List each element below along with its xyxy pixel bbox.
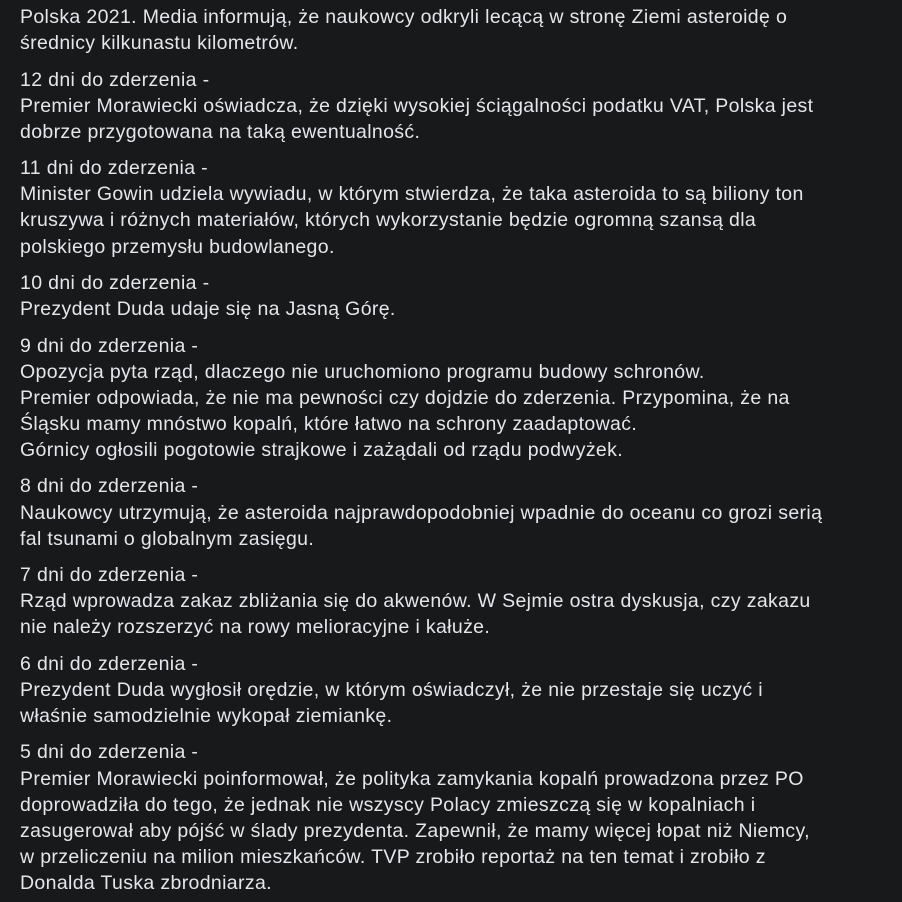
post-paragraph-8-days: 8 dni do zderzenia - Naukowcy utrzymują, że asteroida najprawdopodobniej wpadnie do oceanu co grozi serią fal tsunami o globalnym zasięgu. [20,475,823,550]
post-paragraph-9-days: 9 dni do zderzenia - Opozycja pyta rząd, dlaczego nie uruchomiono programu budowy schronów. Premier odpowiada, że nie ma pewności czy dojdzie do zderzenia. Przypomina, że na Śląsku mamy mnóstwo kopalń, które łatwo na schrony zaadaptować. Górnicy ogłosili pogotowie strajkowe i zażądali od rządu podwyżek. [20,334,790,461]
post-paragraph-intro: Polska 2021. Media informują, że naukowcy odkryli lecącą w stronę Ziemi asteroidę o średnicy kilkunastu kilometrów. [20,6,788,55]
post-paragraph-5-days: 5 dni do zderzenia - Premier Morawiecki poinformował, że polityka zamykania kopalń prowadzona przez PO doprowadziła do tego, że jednak nie wszyscy Polacy zmieszczą się w kopalniach i zasugerował aby pójść w ślady prezydenta. Zapewnił, że mamy więcej łopat niż Niemcy, w przeliczeniu na milion mieszkańców. TVP zrobiło reportaż na ten temat i zrobiło z Donalda Tuska zbrodniarza. [20,741,810,894]
post-paragraph-10-days: 10 dni do zderzenia - Prezydent Duda udaje się na Jasną Górę. [20,272,396,321]
post-paragraph-11-days: 11 dni do zderzenia - Minister Gowin udziela wywiadu, w którym stwierdza, że taka asteroida to są biliony ton kruszywa i różnych materiałów, których wykorzystanie będzie ogromną szansą dla polskiego przemysłu budowlanego. [20,157,804,258]
post-paragraph-12-days: 12 dni do zderzenia - Premier Morawiecki oświadcza, że dzięki wysokiej ściągalności podatku VAT, Polska jest dobrze przygotowana na taką ewentualność. [20,68,814,143]
post-paragraph-6-days: 6 dni do zderzenia - Prezydent Duda wygłosił orędzie, w którym oświadczył, że nie przestaje się uczyć i właśnie samodzielnie wykopał ziemiankę. [20,652,763,727]
post-paragraph-7-days: 7 dni do zderzenia - Rząd wprowadza zakaz zbliżania się do akwenów. W Sejmie ostra dyskusja, czy zakazu nie należy rozszerzyć na rowy melioracyjne i kałuże. [20,564,811,639]
